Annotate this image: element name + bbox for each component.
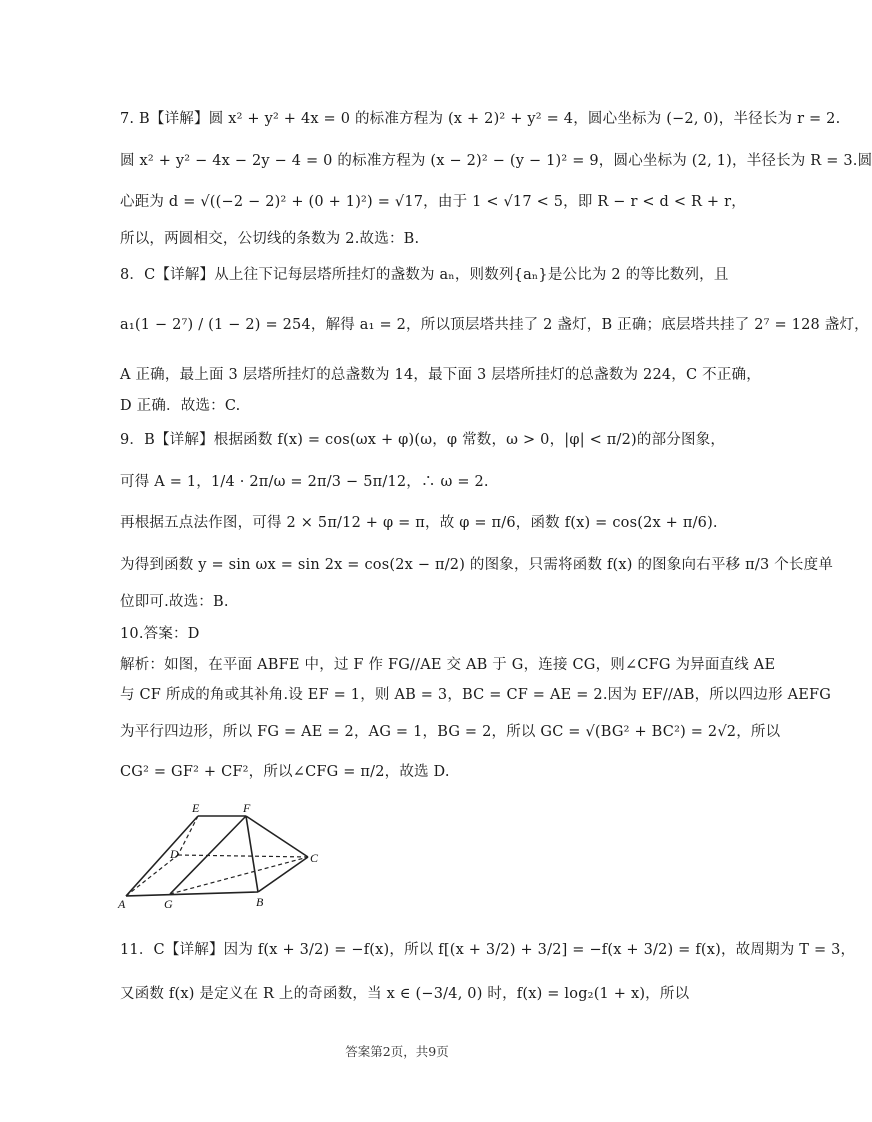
label-E: E [192,801,200,815]
label-A: A [118,897,126,911]
label-B: B [256,895,264,909]
text-line-q9-5: 位即可.故选：B. [120,594,229,610]
text-line-q8-2: a₁(1 − 2⁷) / (1 − 2) = 254，解得 a₁ = 2，所以顶层塔共挂了 2 盏灯，B 正确；底层塔共挂了 2⁷ = 128 盏灯， [120,317,869,333]
text-line-q10-4: 为平行四边形，所以 FG = AE = 2，AG = 1，BG = 2，所以 GC = √(BG² + BC²) = 2√2，所以 [120,724,781,740]
text-line-q9-2: 可得 A = 1，1/4 · 2π/ω = 2π/3 − 5π/12，∴ ω = 2. [120,474,489,490]
edge-GC-hidden [170,857,308,894]
text-line-q10-3: 与 CF 所成的角或其补角.设 EF = 1，则 AB = 3，BC = CF = AE = 2.因为 EF//AB，所以四边形 AEFG [120,687,832,703]
edge-AB [126,892,258,896]
text-line-q9-1: 9．B【详解】根据函数 f(x) = cos(ωx + φ)(ω，φ 常数，ω > 0，|φ| < π/2)的部分图象， [120,432,726,448]
page-footer: 答案第2页，共9页 [345,1044,449,1059]
text-line-q10-2: 解析：如图，在平面 ABFE 中，过 F 作 FG//AE 交 AB 于 G，连接 CG，则∠CFG 为异面直线 AE [120,657,776,673]
text-line-q7-4: 所以，两圆相交，公切线的条数为 2.故选：B. [120,231,420,247]
edge-AE [126,816,198,896]
label-G: G [164,897,173,911]
text-line-q7-2: 圆 x² + y² − 4x − 2y − 4 = 0 的标准方程为 (x − 2)² − (y − 1)² = 9，圆心坐标为 (2, 1)，半径长为 R = 3.圆 [120,153,872,169]
geometry-figure [118,800,328,910]
edge-FC [246,816,308,857]
text-line-q11-2: 又函数 f(x) 是定义在 R 上的奇函数，当 x ∈ (−3/4, 0) 时，f(x) = log₂(1 + x)，所以 [120,986,690,1002]
label-C: C [310,851,319,865]
edge-BC [258,857,308,892]
text-line-q9-4: 为得到函数 y = sin ωx = sin 2x = cos(2x − π/2) 的图象，只需将函数 f(x) 的图象向右平移 π/3 个长度单 [120,557,834,573]
text-line-q8-1: 8．C【详解】从上往下记每层塔所挂灯的盏数为 aₙ，则数列{aₙ}是公比为 2 的等比数列，且 [120,267,729,283]
text-line-q7-3: 心距为 d = √((−2 − 2)² + (0 + 1)²) = √17，由于 1 < √17 < 5，即 R − r < d < R + r， [120,194,746,210]
text-line-q7-1: 7. B【详解】圆 x² + y² + 4x = 0 的标准方程为 (x + 2)² + y² = 4，圆心坐标为 (−2, 0)，半径长为 r = 2. [120,111,841,127]
edge-FB [246,816,258,892]
label-D: D [170,847,179,861]
text-line-q9-3: 再根据五点法作图，可得 2 × 5π/12 + φ = π，故 φ = π/6，函数 f(x) = cos(2x + π/6). [120,515,718,531]
text-line-q8-4: D 正确．故选：C. [120,398,241,414]
label-F: F [243,801,251,815]
edge-DC-hidden [178,855,308,857]
text-line-q10-1: 10.答案：D [120,626,200,642]
text-line-q10-5: CG² = GF² + CF²，所以∠CFG = π/2，故选 D. [120,764,450,780]
edge-AD-hidden [126,855,178,896]
text-line-q11-1: 11．C【详解】因为 f(x + 3/2) = −f(x)，所以 f[(x + 3/2) + 3/2] = −f(x + 3/2) = f(x)，故周期为 T = 3， [120,942,856,958]
text-line-q8-3: A 正确，最上面 3 层塔所挂灯的总盏数为 14，最下面 3 层塔所挂灯的总盏数为 224，C 不正确， [120,367,761,383]
